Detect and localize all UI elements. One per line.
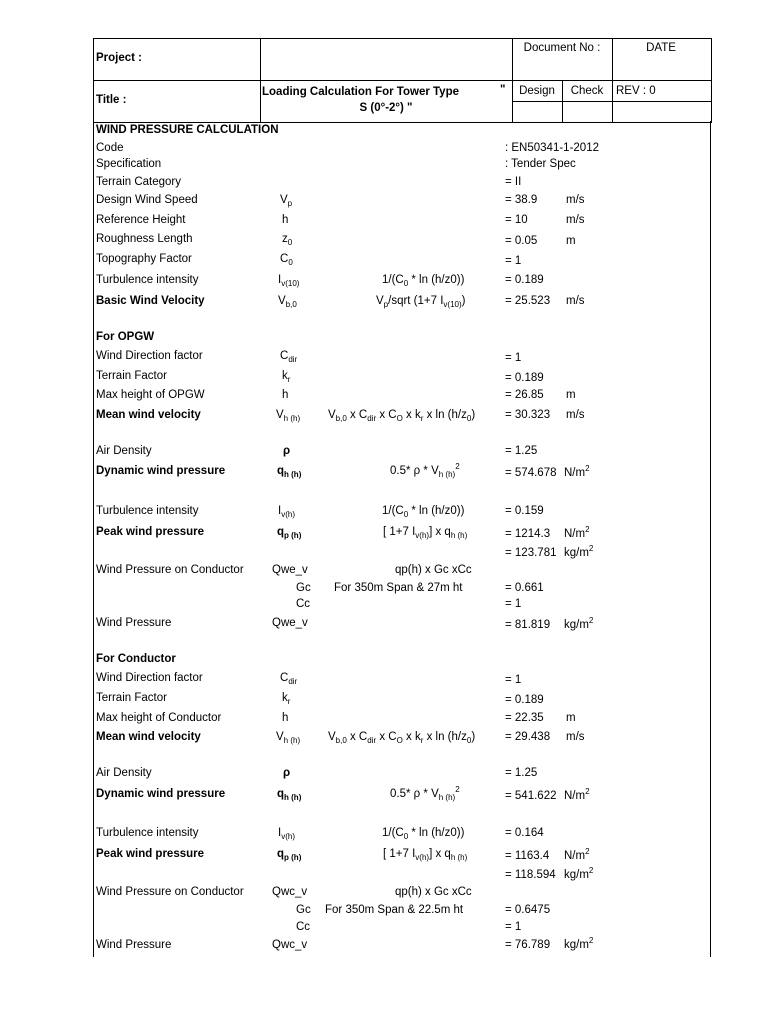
reference-height-label: Reference Height bbox=[96, 214, 186, 226]
opgw-dynamic-pressure-formula: 0.5* ρ * $V_{h (h)}^2$ bbox=[390, 462, 460, 479]
cond-wind-pressure-symbol: Qwc_v bbox=[272, 939, 308, 951]
opgw-peak-pressure-symbol: $q_{p (h)}$ bbox=[277, 526, 302, 540]
opgw-terrain-factor-label: Terrain Factor bbox=[96, 370, 167, 382]
opgw-mean-wind-velocity-symbol: $V_{h (h)}$ bbox=[276, 409, 301, 423]
code-label: Code bbox=[96, 142, 124, 154]
basic-wind-velocity-unit: m/s bbox=[566, 295, 585, 307]
cond-peak-pressure-unit: $N/m^2$ bbox=[564, 847, 590, 862]
turbulence-intensity-value: = 0.189 bbox=[505, 274, 544, 286]
opgw-air-density-value: = 1.25 bbox=[505, 445, 538, 457]
section-conductor: For Conductor bbox=[96, 653, 176, 665]
cond-peak-pressure-value-2: = 118.594 bbox=[505, 869, 556, 881]
cond-turbulence-formula: $1/(C_0$ * ln (h/z0)) bbox=[382, 827, 465, 841]
cond-mean-wind-velocity-formula: $V_{b,0}$ x $C_{dir}$ x $C_O$ x $k_r$ x $\ln (h/z_0)$ bbox=[328, 731, 476, 745]
cond-gc-symbol: Gc bbox=[296, 904, 311, 916]
basic-wind-velocity-symbol: $V_{b,0}$ bbox=[278, 295, 297, 309]
title-label: Title : bbox=[96, 94, 127, 106]
design-label: Design bbox=[519, 85, 555, 97]
cond-mean-wind-velocity-symbol: $V_{h (h)}$ bbox=[276, 731, 301, 745]
cond-air-density-symbol: ρ bbox=[283, 767, 291, 779]
cond-wind-pressure-value: = 76.789 bbox=[505, 939, 551, 951]
basic-wind-velocity-value: = 25.523 bbox=[505, 295, 551, 307]
cond-max-height-unit: m bbox=[566, 712, 576, 724]
cond-air-density-value: = 1.25 bbox=[505, 767, 538, 779]
opgw-wind-direction-value: = 1 bbox=[505, 352, 522, 364]
opgw-wind-on-conductor-formula: qp(h) x Gc xCc bbox=[395, 564, 472, 576]
design-wind-speed-label: Design Wind Speed bbox=[96, 194, 198, 206]
cond-peak-pressure-symbol: $q_{p (h)}$ bbox=[277, 848, 302, 862]
cond-gc-formula: For 350m Span & 22.5m ht bbox=[325, 904, 464, 916]
opgw-turbulence-formula: $1/(C_0$ * ln (h/z0)) bbox=[382, 505, 465, 519]
opgw-peak-pressure-unit: $N/m^2$ bbox=[564, 525, 590, 540]
code-value: : EN50341-1-2012 bbox=[505, 142, 599, 154]
body-left-border bbox=[93, 121, 94, 957]
document-no-label: Document No : bbox=[523, 42, 601, 54]
cond-air-density-label: Air Density bbox=[96, 767, 152, 779]
cond-wind-on-conductor-symbol: Qwc_v bbox=[272, 886, 308, 898]
title-quote: " bbox=[500, 84, 506, 96]
roughness-length-label: Roughness Length bbox=[96, 233, 193, 245]
cond-dynamic-pressure-formula: 0.5* ρ * $V_{h (h)}^2$ bbox=[390, 785, 460, 802]
terrain-category-label: Terrain Category bbox=[96, 176, 182, 188]
check-label: Check bbox=[570, 85, 604, 97]
title-line-2: S (0°-2°) " bbox=[359, 102, 413, 114]
cond-wind-on-conductor-formula: qp(h) x Gc xCc bbox=[395, 886, 472, 898]
cond-gc-value: = 0.6475 bbox=[505, 904, 551, 916]
topography-factor-label: Topography Factor bbox=[96, 253, 192, 265]
cond-wind-on-conductor-label: Wind Pressure on Conductor bbox=[96, 886, 244, 898]
opgw-max-height-label: Max height of OPGW bbox=[96, 389, 205, 401]
turbulence-intensity-formula: $1/(C_0$ * ln (h/z0)) bbox=[382, 274, 465, 288]
cond-terrain-factor-value: = 0.189 bbox=[505, 694, 544, 706]
cond-wind-pressure-label: Wind Pressure bbox=[96, 939, 172, 951]
opgw-gc-symbol: Gc bbox=[296, 582, 311, 594]
opgw-mean-wind-velocity-label: Mean wind velocity bbox=[96, 409, 201, 421]
opgw-wind-pressure-value: = 81.819 bbox=[505, 619, 551, 631]
cond-peak-pressure-value: = 1163.4 bbox=[505, 850, 550, 862]
cond-dynamic-pressure-label: Dynamic wind pressure bbox=[96, 788, 226, 800]
cond-cc-value: = 1 bbox=[505, 921, 522, 933]
terrain-category-value: = II bbox=[505, 176, 522, 188]
roughness-length-unit: m bbox=[566, 235, 576, 247]
cond-peak-pressure-formula: [ 1+7 $I_{v(h)}$] x $q_{h (h)}$ bbox=[383, 848, 468, 862]
opgw-mean-wind-velocity-unit: m/s bbox=[566, 409, 585, 421]
opgw-wind-pressure-unit: $kg/m^2$ bbox=[564, 616, 594, 631]
design-wind-speed-unit: m/s bbox=[566, 194, 585, 206]
design-wind-speed-value: = 38.9 bbox=[505, 194, 538, 206]
opgw-dynamic-pressure-value: = 574.678 bbox=[505, 467, 557, 479]
cond-max-height-label: Max height of Conductor bbox=[96, 712, 222, 724]
section-wind-pressure: WIND PRESSURE CALCULATION bbox=[96, 124, 279, 136]
opgw-gc-value: = 0.661 bbox=[505, 582, 544, 594]
opgw-air-density-symbol: ρ bbox=[283, 445, 291, 457]
cond-dynamic-pressure-value: = 541.622 bbox=[505, 790, 557, 802]
opgw-terrain-factor-symbol: $k_r$ bbox=[282, 370, 291, 384]
opgw-mean-wind-velocity-formula: $V_{b,0}$ x $C_{dir}$ x $C_O$ x $k_r$ x $\ln (h/z_0)$ bbox=[328, 409, 476, 423]
opgw-dynamic-pressure-symbol: $q_{h (h)}$ bbox=[277, 465, 302, 479]
cond-terrain-factor-label: Terrain Factor bbox=[96, 692, 167, 704]
reference-height-symbol: h bbox=[282, 214, 289, 226]
opgw-peak-pressure-value: = 1214.3 bbox=[505, 528, 551, 540]
cond-peak-pressure-unit-2: $kg/m^2$ bbox=[564, 866, 594, 881]
header-divider bbox=[93, 80, 711, 81]
roughness-length-symbol: $z_0$ bbox=[282, 233, 293, 247]
cond-turbulence-label: Turbulence intensity bbox=[96, 827, 199, 839]
opgw-dynamic-pressure-label: Dynamic wind pressure bbox=[96, 465, 226, 477]
opgw-dynamic-pressure-unit: $N/m^2$ bbox=[564, 464, 590, 479]
date-label: DATE bbox=[646, 42, 676, 54]
cond-mean-wind-velocity-label: Mean wind velocity bbox=[96, 731, 201, 743]
opgw-turbulence-label: Turbulence intensity bbox=[96, 505, 199, 517]
opgw-max-height-value: = 26.85 bbox=[505, 389, 544, 401]
specification-label: Specification bbox=[96, 158, 162, 170]
cond-terrain-factor-symbol: $k_r$ bbox=[282, 692, 291, 706]
cond-wind-direction-value: = 1 bbox=[505, 674, 522, 686]
project-label: Project : bbox=[96, 52, 143, 64]
roughness-length-value: = 0.05 bbox=[505, 235, 538, 247]
turbulence-intensity-label: Turbulence intensity bbox=[96, 274, 199, 286]
rev-label: REV : 0 bbox=[616, 85, 656, 97]
opgw-wind-direction-label: Wind Direction factor bbox=[96, 350, 203, 362]
opgw-turbulence-value: = 0.159 bbox=[505, 505, 544, 517]
reference-height-unit: m/s bbox=[566, 214, 585, 226]
opgw-terrain-factor-value: = 0.189 bbox=[505, 372, 544, 384]
design-wind-speed-symbol: $V_p$ bbox=[280, 194, 293, 208]
basic-wind-velocity-formula: $V_p$/sqrt (1+7 $I_{v(10)}$) bbox=[376, 295, 466, 309]
opgw-wind-pressure-symbol: Qwe_v bbox=[272, 617, 308, 629]
opgw-wind-pressure-label: Wind Pressure bbox=[96, 617, 172, 629]
cond-dynamic-pressure-symbol: $q_{h (h)}$ bbox=[277, 788, 302, 802]
basic-wind-velocity-label: Basic Wind Velocity bbox=[96, 295, 205, 307]
cond-peak-pressure-label: Peak wind pressure bbox=[96, 848, 205, 860]
opgw-wind-direction-symbol: $C_{dir}$ bbox=[280, 350, 298, 364]
title-line-1: Loading Calculation For Tower Type bbox=[262, 86, 459, 98]
opgw-max-height-symbol: h bbox=[282, 389, 289, 401]
cond-mean-wind-velocity-value: = 29.438 bbox=[505, 731, 551, 743]
opgw-peak-pressure-label: Peak wind pressure bbox=[96, 526, 205, 538]
cond-max-height-value: = 22.35 bbox=[505, 712, 544, 724]
body-right-border bbox=[710, 121, 711, 957]
opgw-peak-pressure-formula: [ 1+7 $I_{v(h)}$] x $q_{h (h)}$ bbox=[383, 526, 468, 540]
opgw-peak-pressure-unit-2: $kg/m^2$ bbox=[564, 544, 594, 559]
cond-wind-direction-label: Wind Direction factor bbox=[96, 672, 203, 684]
cond-turbulence-value: = 0.164 bbox=[505, 827, 544, 839]
opgw-air-density-label: Air Density bbox=[96, 445, 152, 457]
opgw-turbulence-symbol: $I_{v(h)}$ bbox=[278, 505, 295, 519]
opgw-peak-pressure-value-2: = 123.781 bbox=[505, 547, 557, 559]
opgw-max-height-unit: m bbox=[566, 389, 576, 401]
reference-height-value: = 10 bbox=[505, 214, 528, 226]
cond-wind-pressure-unit: $kg/m^2$ bbox=[564, 936, 594, 951]
cond-dynamic-pressure-unit: $N/m^2$ bbox=[564, 787, 590, 802]
opgw-wind-on-conductor-label: Wind Pressure on Conductor bbox=[96, 564, 244, 576]
turbulence-intensity-symbol: $I_{v(10)}$ bbox=[278, 274, 300, 288]
cond-turbulence-symbol: $I_{v(h)}$ bbox=[278, 827, 295, 841]
header-divider bbox=[512, 101, 711, 102]
topography-factor-value: = 1 bbox=[505, 255, 522, 267]
cond-cc-symbol: Cc bbox=[296, 921, 311, 933]
topography-factor-symbol: $C_0$ bbox=[280, 253, 293, 267]
cond-mean-wind-velocity-unit: m/s bbox=[566, 731, 585, 743]
opgw-cc-value: = 1 bbox=[505, 598, 522, 610]
cond-max-height-symbol: h bbox=[282, 712, 289, 724]
opgw-cc-symbol: Cc bbox=[296, 598, 311, 610]
opgw-wind-on-conductor-symbol: Qwe_v bbox=[272, 564, 308, 576]
opgw-gc-formula: For 350m Span & 27m ht bbox=[334, 582, 463, 594]
specification-value: : Tender Spec bbox=[505, 158, 576, 170]
cond-wind-direction-symbol: $C_{dir}$ bbox=[280, 672, 298, 686]
section-opgw: For OPGW bbox=[96, 331, 155, 343]
opgw-mean-wind-velocity-value: = 30.323 bbox=[505, 409, 551, 421]
